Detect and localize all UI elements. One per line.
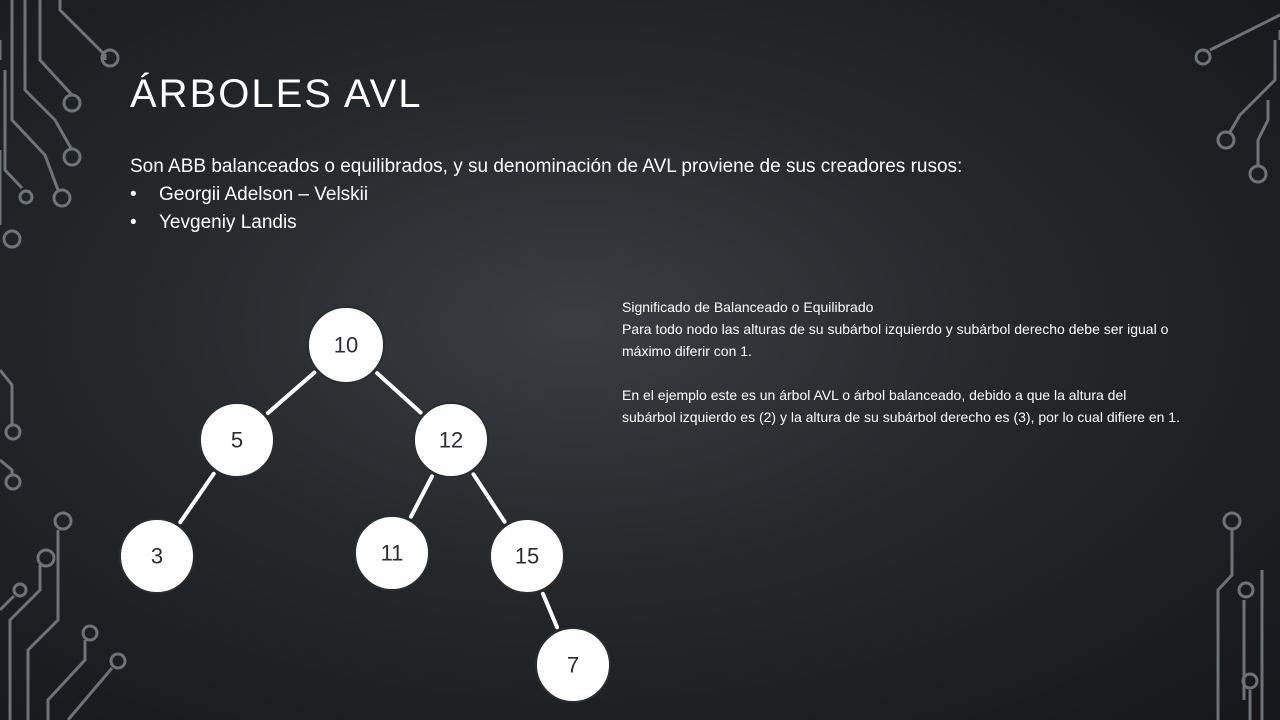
slide-title: ÁRBOLES AVL — [130, 72, 423, 116]
intro-text: Son ABB balanceados o equilibrados, y su denominación de AVL proviene de sus creadores rusos: — [130, 156, 963, 177]
tree-node-5 — [200, 403, 274, 477]
explanation-heading: Significado de Balanceado o Equilibrado — [622, 299, 874, 315]
tree-node-label: 3 — [150, 543, 164, 569]
list-item: • Yevgeniy Landis — [130, 209, 1130, 237]
tree-node-label: 12 — [438, 427, 464, 453]
tree-node-label: 15 — [514, 543, 540, 569]
tree-edge-n12-n11 — [411, 476, 432, 516]
tree-edge-n10-n12 — [377, 373, 420, 412]
tree-node-label: 10 — [333, 332, 359, 358]
list-item: • Georgii Adelson – Velskii — [130, 181, 1130, 209]
tree-node-15 — [490, 519, 564, 593]
tree-edge-n12-n15 — [473, 474, 504, 521]
tree-node-10 — [308, 307, 384, 383]
definition-text: Para todo nodo las alturas de su subárbol izquierdo y subárbol derecho debe ser igual o máximo diferir con 1. — [622, 321, 1169, 359]
tree-node-label: 11 — [380, 540, 404, 566]
tree-edge-n5-n3 — [180, 474, 213, 522]
tree-edge-n15-n7 — [543, 594, 557, 627]
tree-node-7 — [536, 628, 610, 702]
example-text: En el ejemplo este es un árbol AVL o árbol balanceado, debido a que la altura del subárbol izquierdo es (2) y la altura de su subárbol derecho es (3), por lo cual difiere en 1. — [622, 387, 1180, 425]
tree-edge-n10-n5 — [268, 373, 314, 413]
tree-node-label: 5 — [230, 427, 244, 453]
tree-node-label: 7 — [566, 652, 580, 678]
tree-node-11 — [355, 516, 429, 590]
tree-node-3 — [120, 519, 194, 593]
tree-node-12 — [414, 403, 488, 477]
